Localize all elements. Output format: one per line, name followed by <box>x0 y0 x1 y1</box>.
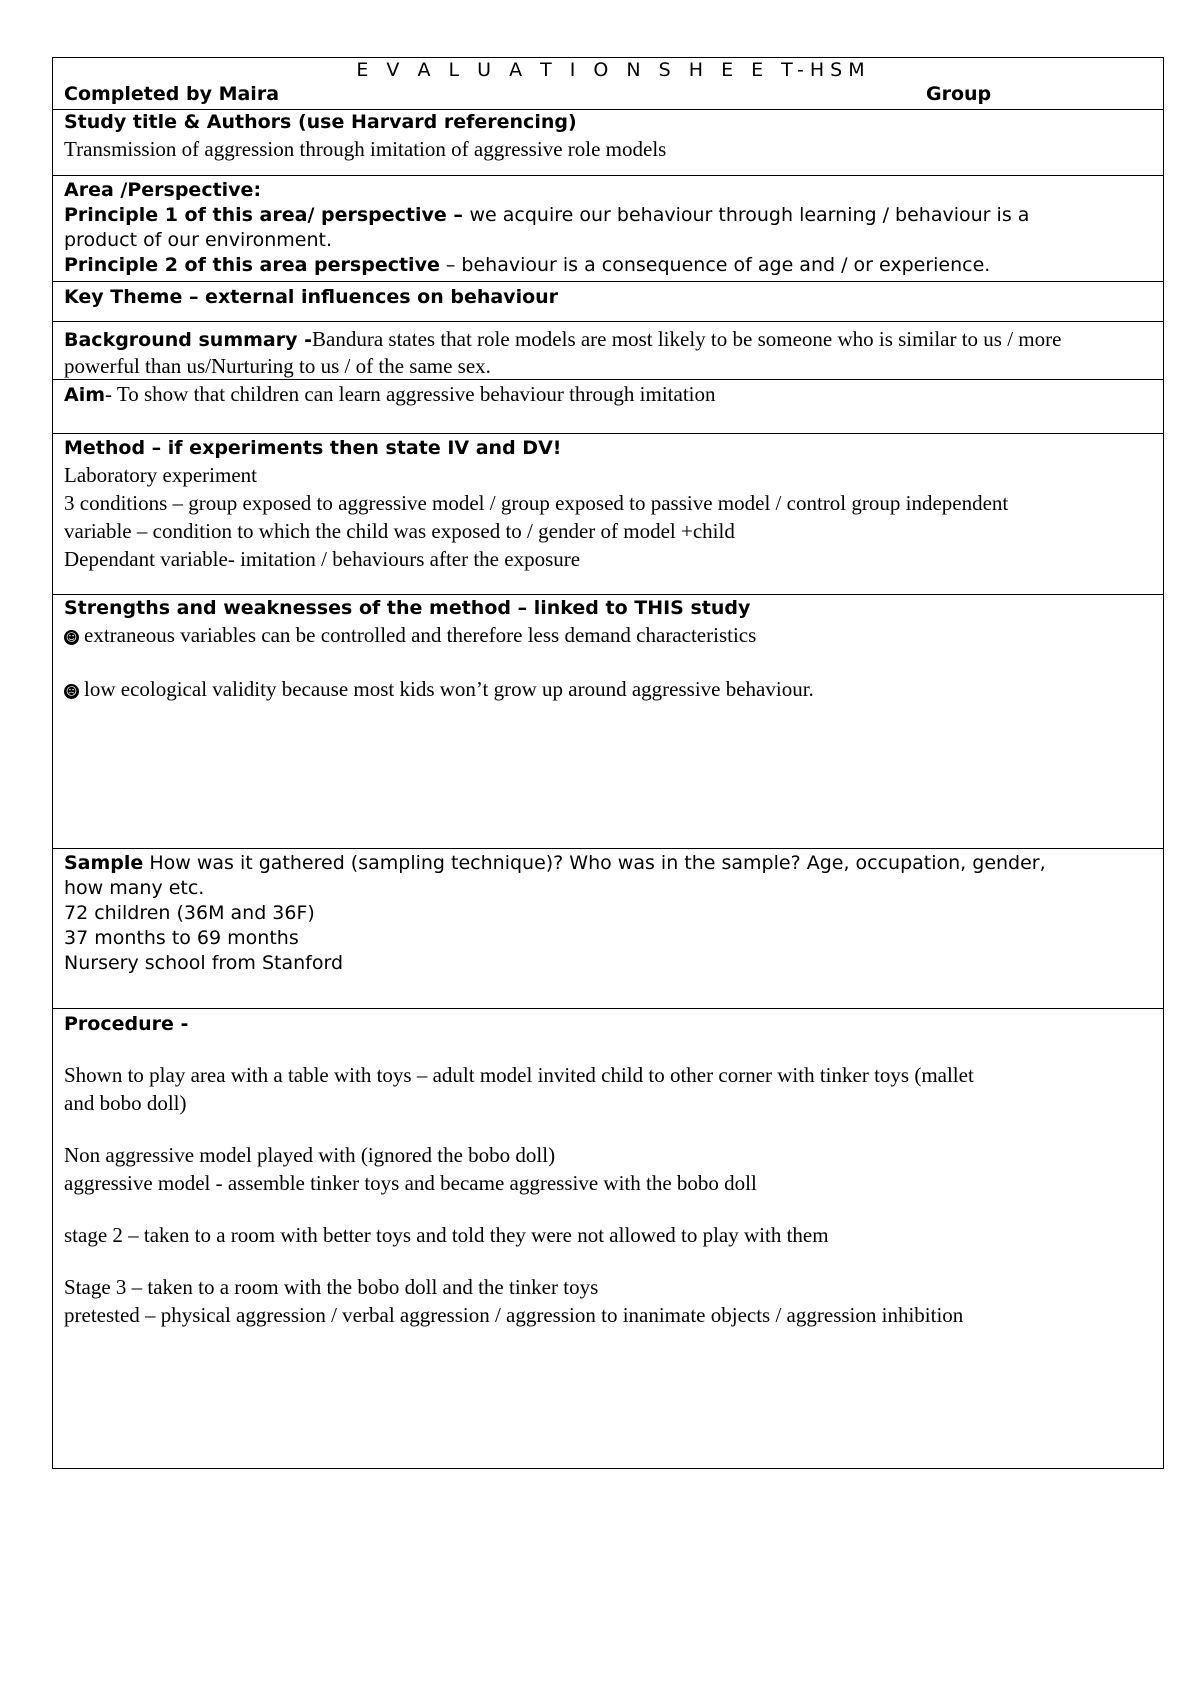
procedure-line: and bobo doll) <box>64 1091 187 1115</box>
sample-prompt-continued: how many etc. <box>64 877 205 899</box>
principle-1 <box>64 203 1163 228</box>
aim-line <box>64 380 1163 408</box>
background-row <box>53 322 1163 380</box>
procedure-row <box>53 1009 1163 1469</box>
smiley-face-icon: ☺ <box>65 631 78 644</box>
background-label: Background summary - <box>64 329 313 351</box>
procedure-line: stage 2 – taken to a room with better toys and told they were not allowed to play with them <box>64 1223 829 1247</box>
study-title-label: Study title & Authors (use Harvard referencing) <box>64 111 577 133</box>
header-row <box>53 58 1163 110</box>
sample-row <box>53 849 1163 1009</box>
sample-prompt <box>64 851 1163 876</box>
sample-label: Sample <box>64 852 144 874</box>
sample-line: Nursery school from Stanford <box>64 952 344 974</box>
principle-2-text: – behaviour is a consequence of age and / or experience. <box>439 254 991 276</box>
sample-line: 72 children (36M and 36F) <box>64 902 315 924</box>
aim-text: - To show that children can learn aggressive behaviour through imitation <box>105 382 716 406</box>
procedure-line: Stage 3 – taken to a room with the bobo doll and the tinker toys <box>64 1275 599 1299</box>
strength-text: extraneous variables can be controlled and therefore less demand characteristics <box>84 623 757 647</box>
procedure-label: Procedure - <box>64 1013 189 1035</box>
spacer <box>64 1249 1163 1273</box>
background-line-2: powerful than us/Nurturing to us / of the same sex. <box>64 354 491 378</box>
aim-row <box>53 380 1163 434</box>
procedure-line: pretested – physical aggression / verbal aggression / aggression to inanimate objects / aggression inhibition <box>64 1303 964 1327</box>
completed-by: Completed by Maira <box>64 83 280 105</box>
principle-1-continued: product of our environment. <box>64 229 333 251</box>
method-line: Dependant variable- imitation / behaviours after the exposure <box>64 547 581 571</box>
evaluation-sheet-table <box>52 57 1164 1469</box>
study-title-value: Transmission of aggression through imitation of aggressive role models <box>64 137 667 161</box>
sheet-title: E V A L U A T I O N S H E E T-HSM <box>356 59 871 81</box>
procedure-line: Shown to play area with a table with toys – adult model invited child to other corner with tinker toys (mallet <box>64 1063 974 1087</box>
spacer <box>64 1197 1163 1221</box>
strengths-row <box>53 595 1163 849</box>
background-text: Bandura states that role models are most likely to be someone who is similar to us / more <box>312 327 1062 351</box>
sad-face-icon: ☹ <box>65 685 78 698</box>
area-row <box>53 176 1163 282</box>
spacer <box>64 1037 1163 1061</box>
spacer <box>64 1117 1163 1141</box>
aim-label: Aim <box>64 384 106 406</box>
method-line: variable – condition to which the child was exposed to / gender of model +child <box>64 519 735 543</box>
method-label: Method – if experiments then state IV and DV! <box>64 437 562 459</box>
weakness-text: low ecological validity because most kids won’t grow up around aggressive behaviour. <box>84 677 814 701</box>
key-theme-label: Key Theme – external influences on behaviour <box>64 286 559 308</box>
method-line: Laboratory experiment <box>64 463 257 487</box>
procedure-line: aggressive model - assemble tinker toys and became aggressive with the bobo doll <box>64 1171 757 1195</box>
weakness-item <box>64 675 1163 703</box>
spacer <box>64 649 1163 675</box>
sample-line: 37 months to 69 months <box>64 927 299 949</box>
procedure-line: Non aggressive model played with (ignored the bobo doll) <box>64 1143 556 1167</box>
method-line: 3 conditions – group exposed to aggressive model / group exposed to passive model / control group independent <box>64 491 1009 515</box>
area-label: Area /Perspective: <box>64 179 262 201</box>
group-label: Group <box>926 83 992 105</box>
study-title-row <box>53 110 1163 176</box>
principle-2 <box>64 253 1163 278</box>
key-theme-row <box>53 282 1163 322</box>
strengths-label: Strengths and weaknesses of the method – linked to THIS study <box>64 597 751 619</box>
principle-2-label: Principle 2 of this area perspective <box>64 254 440 276</box>
principle-1-label: Principle 1 of this area/ perspective – <box>64 204 470 226</box>
strength-item <box>64 621 1163 649</box>
method-row <box>53 434 1163 595</box>
sample-prompt-text: How was it gathered (sampling technique)? Who was in the sample? Age, occupation, gender, <box>143 852 1046 874</box>
principle-1-text: we acquire our behaviour through learning / behaviour is a <box>469 204 1030 226</box>
background-line-1 <box>64 325 1163 353</box>
